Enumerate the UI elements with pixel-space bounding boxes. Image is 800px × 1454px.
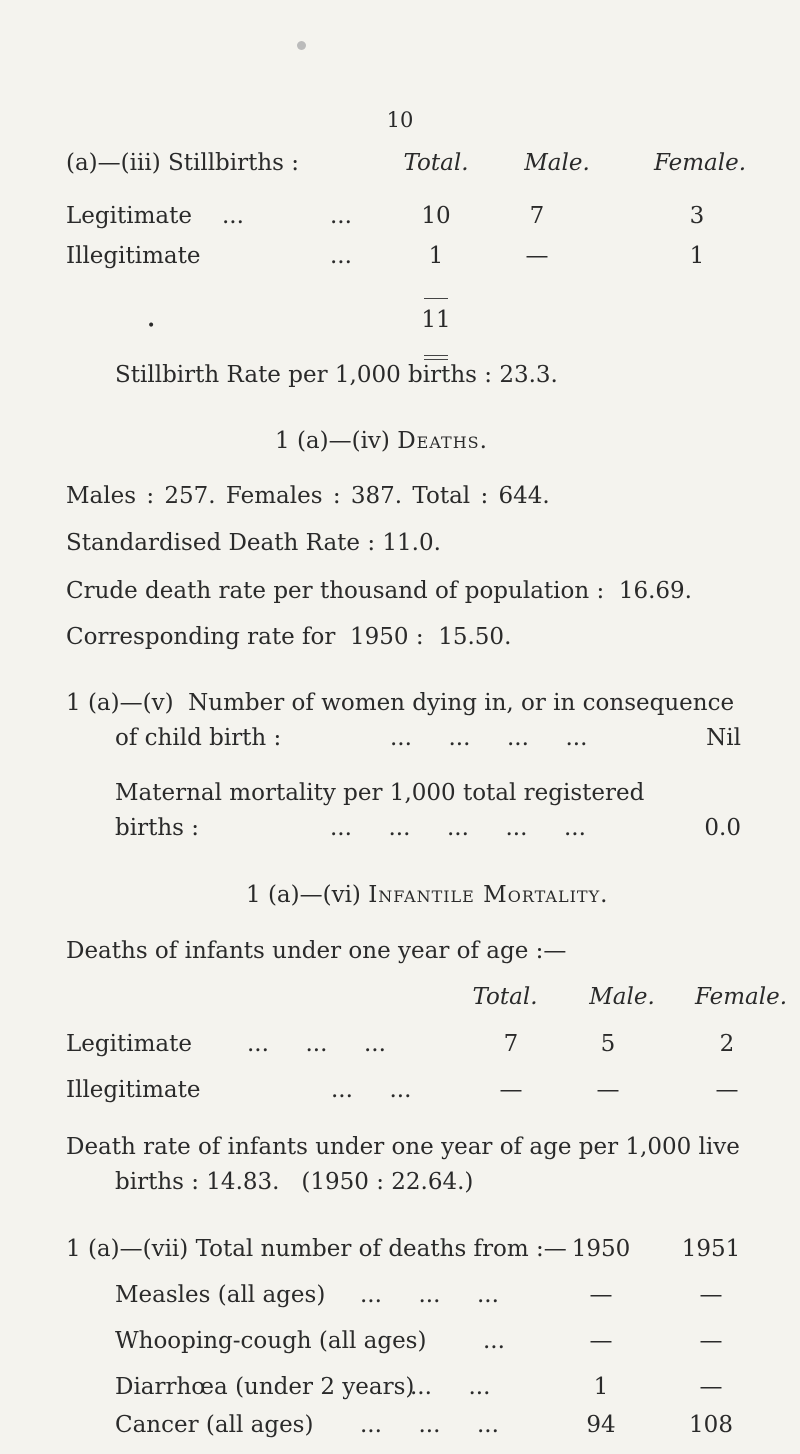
maternal-line-4-value: 0.0 <box>704 815 741 841</box>
totals-row-whooping-1951: — <box>699 1328 723 1354</box>
infantile-row-legitimate-female: 2 <box>719 1031 735 1057</box>
stillbirths-row-legitimate-leader: ... <box>222 203 244 229</box>
maternal-line-4: births : <box>115 815 199 841</box>
totals-row-diarrhoea-1951: — <box>699 1374 723 1400</box>
stillbirths-bullet: • <box>147 318 156 334</box>
totals-row-cancer-label: Cancer (all ages) <box>115 1412 314 1438</box>
infantile-intro: Deaths of infants under one year of age :— <box>66 938 567 964</box>
infantile-row-legitimate-label: Legitimate <box>66 1031 192 1057</box>
totals-row-measles-label: Measles (all ages) <box>115 1282 326 1308</box>
maternal-line-2-value: Nil <box>706 725 741 751</box>
infantile-col-female: Female. <box>694 984 788 1010</box>
infantile-row-illegitimate-total: — <box>499 1077 523 1103</box>
stillbirths-col-total: Total. <box>403 150 469 176</box>
stillbirths-sum-rule-bottom-1 <box>424 355 448 356</box>
stillbirths-row-illegitimate-female: 1 <box>689 243 705 269</box>
totals-row-diarrhoea-1950: 1 <box>593 1374 609 1400</box>
totals-row-whooping-label: Whooping-cough (all ages) <box>115 1328 427 1354</box>
stillbirths-col-female: Female. <box>653 150 747 176</box>
infantile-heading-title: Infantile Mortality. <box>368 882 609 908</box>
totals-row-cancer-1951: 108 <box>689 1412 733 1438</box>
infantile-row-legitimate-male: 5 <box>600 1031 616 1057</box>
totals-row-whooping-1950: — <box>589 1328 613 1354</box>
deaths-line-3: Crude death rate per thousand of population : 16.69. <box>66 578 692 604</box>
maternal-line-2: of child birth : <box>115 725 282 751</box>
infantile-col-male: Male. <box>589 984 655 1010</box>
stillbirths-heading-text: (a)—(iii) Stillbirths : <box>66 150 300 176</box>
stillbirths-row-legitimate-female: 3 <box>689 203 705 229</box>
deaths-heading-title: Deaths. <box>397 428 488 454</box>
maternal-line-2-leaders: ... ... ... ... <box>390 725 588 751</box>
stillbirths-row-legitimate-total: 10 <box>421 203 451 229</box>
stillbirths-row-illegitimate-total: 1 <box>428 243 444 269</box>
infantile-row-illegitimate-leaders: ... ... <box>331 1077 412 1103</box>
totals-row-measles-1950: — <box>589 1282 613 1308</box>
page-blemish <box>297 41 306 50</box>
stillbirths-col-male: Male. <box>524 150 590 176</box>
infantile-row-legitimate-total: 7 <box>503 1031 519 1057</box>
infantile-row-illegitimate-female: — <box>715 1077 739 1103</box>
maternal-line-4-leaders: ... ... ... ... ... <box>330 815 586 841</box>
totals-row-whooping-leaders: ... <box>483 1328 505 1354</box>
totals-heading: 1 (a)—(vii) Total number of deaths from :— <box>66 1236 567 1262</box>
totals-row-diarrhoea-leaders: ... ... <box>410 1374 491 1400</box>
stillbirths-row-illegitimate-leader: ... <box>330 243 352 269</box>
deaths-heading-prefix: 1 (a)—(iv) <box>275 428 390 454</box>
infantile-col-total: Total. <box>472 984 538 1010</box>
deaths-heading <box>275 428 488 454</box>
stillbirths-row-illegitimate-label: Illegitimate <box>66 243 201 269</box>
totals-row-diarrhoea-label: Diarrhœa (under 2 years) <box>115 1374 415 1400</box>
maternal-line-3: Maternal mortality per 1,000 total registered <box>115 780 645 806</box>
stillbirths-row-legitimate-male: 7 <box>529 203 545 229</box>
infantile-row-illegitimate-label: Illegitimate <box>66 1077 201 1103</box>
totals-row-cancer-leaders: ... ... ... <box>360 1412 499 1438</box>
maternal-line-1: 1 (a)—(v) Number of women dying in, or in consequence <box>66 690 735 716</box>
stillbirths-sum-rule-bottom-2 <box>424 359 448 360</box>
stillbirths-sum-rule-top <box>424 298 448 299</box>
infantile-rate-line-1: Death rate of infants under one year of age per 1,000 live <box>66 1134 740 1160</box>
infantile-rate-line-2: births : 14.83. (1950 : 22.64.) <box>115 1169 474 1195</box>
totals-col-1950: 1950 <box>571 1236 631 1262</box>
stillbirths-heading <box>66 150 299 176</box>
infantile-heading-prefix: 1 (a)—(vi) <box>246 882 361 908</box>
totals-row-cancer-1950: 94 <box>586 1412 616 1438</box>
infantile-heading <box>246 882 608 908</box>
stillbirths-row-illegitimate-male: — <box>525 243 549 269</box>
stillbirth-rate: Stillbirth Rate per 1,000 births : 23.3. <box>115 362 558 388</box>
totals-row-measles-1951: — <box>699 1282 723 1308</box>
deaths-line-1: Males : 257. Females : 387. Total : 644. <box>66 483 550 509</box>
totals-col-1951: 1951 <box>681 1236 741 1262</box>
totals-row-measles-leaders: ... ... ... <box>360 1282 499 1308</box>
page-number: 10 <box>386 108 414 132</box>
stillbirths-sum: 11 <box>421 307 451 333</box>
stillbirths-row-legitimate-leader2: ... <box>330 203 352 229</box>
infantile-row-legitimate-leaders: ... ... ... <box>247 1031 386 1057</box>
deaths-line-2: Standardised Death Rate : 11.0. <box>66 530 441 556</box>
deaths-line-4: Corresponding rate for 1950 : 15.50. <box>66 624 512 650</box>
infantile-row-illegitimate-male: — <box>596 1077 620 1103</box>
stillbirths-row-legitimate-label: Legitimate <box>66 203 192 229</box>
